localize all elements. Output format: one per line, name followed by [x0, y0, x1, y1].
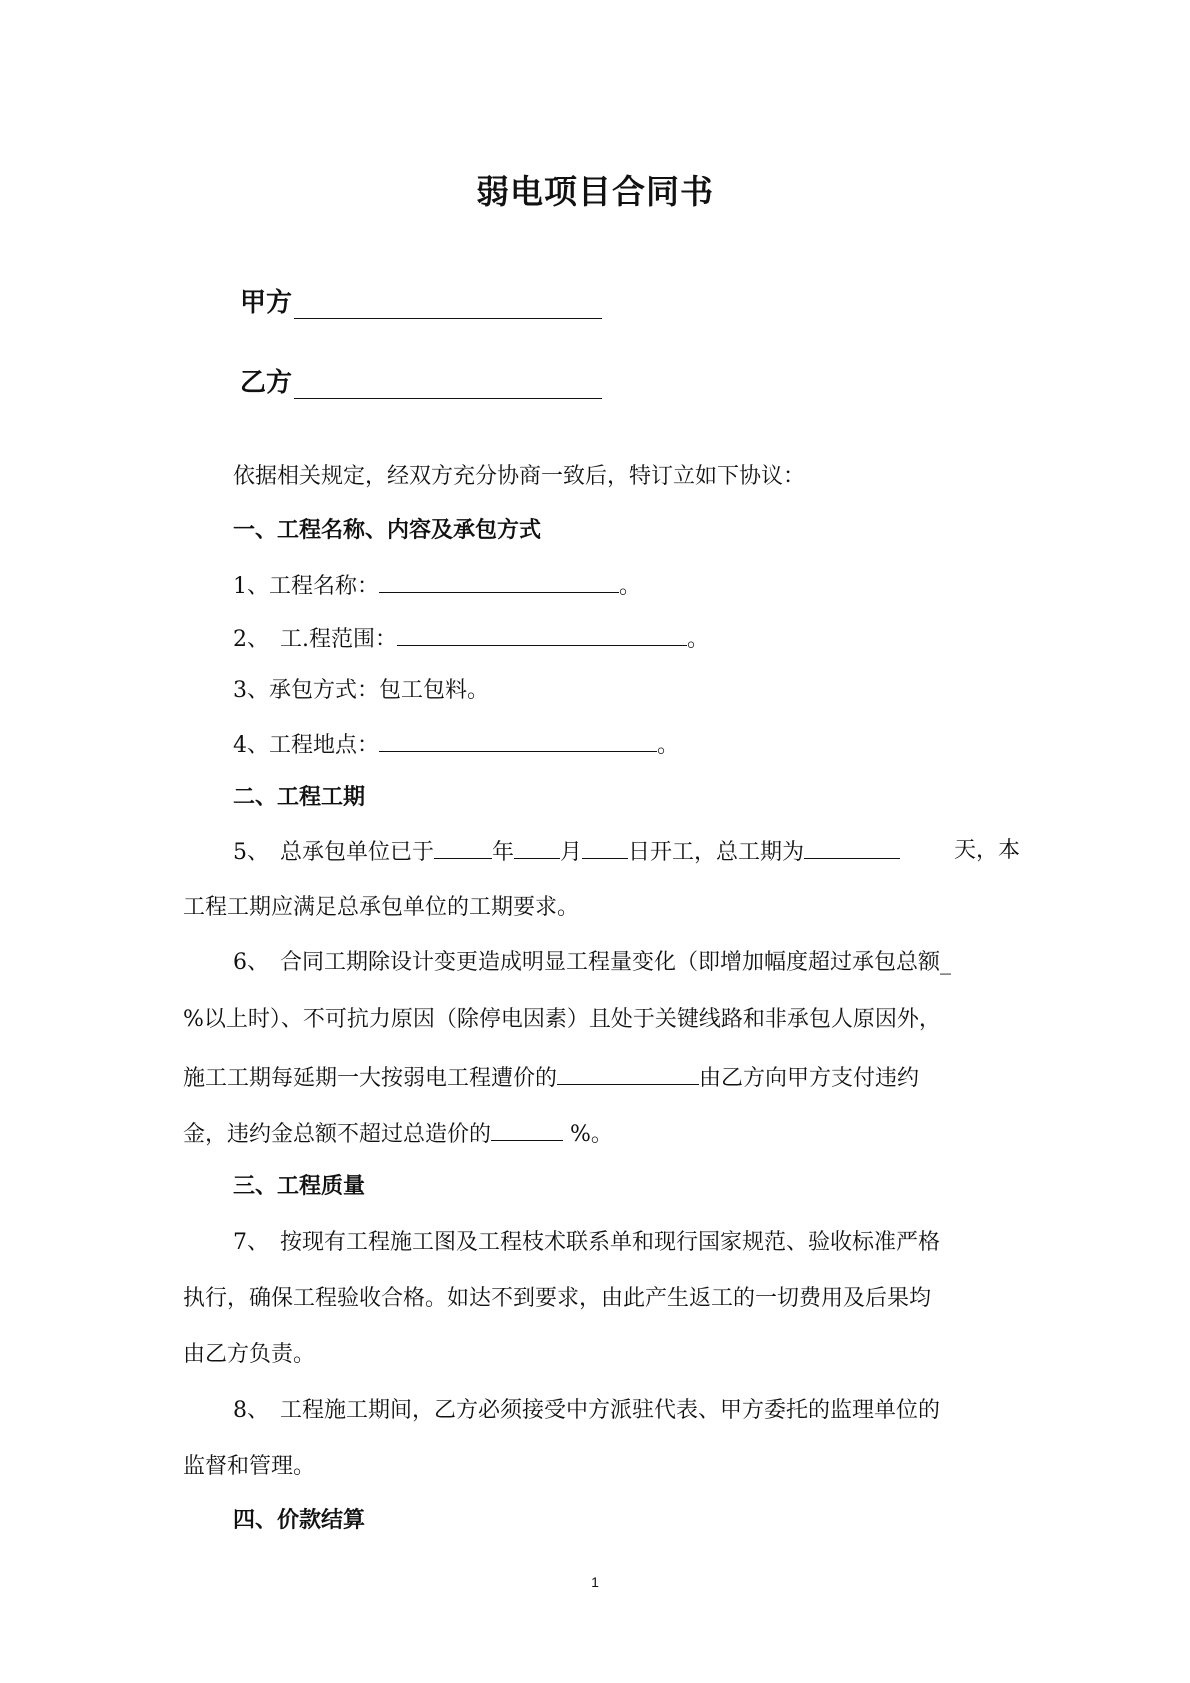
item-6-line-3-text-b: 由乙方向甲方支付违约	[699, 1066, 920, 1091]
item-5-text-d: 日开工，总工期为	[628, 840, 805, 865]
item-5-text-c: 月	[560, 840, 583, 865]
item-2-end: 。	[687, 627, 710, 652]
item-6-line-3	[183, 1062, 1020, 1094]
item-3-row: 3、承包方式：包工包料。	[233, 678, 489, 703]
item-1-row	[233, 570, 1020, 602]
item-5-text-a: 5、 总承包单位已于	[233, 840, 434, 865]
item-6-price-blank	[557, 1062, 699, 1085]
item-1-label: 1、工程名称：	[233, 574, 379, 599]
item-2-row	[233, 623, 1020, 655]
item-5-day-blank	[582, 836, 628, 859]
intro-paragraph: 依据相关规定，经双方充分协商一致后，特订立如下协议：	[233, 464, 806, 489]
item-5-line-2: 工程工期应满足总承包单位的工期要求。	[183, 895, 580, 920]
section-2-heading: 二、工程工期	[233, 785, 366, 810]
item-4-row	[233, 729, 1020, 761]
page-number: 1	[591, 1574, 599, 1590]
item-6-line-4-text-a: 金，违约金总额不超过总造价的	[183, 1122, 492, 1147]
item-5-days-blank	[804, 836, 900, 859]
party-a-row	[240, 282, 602, 319]
item-6-line-4	[183, 1118, 1020, 1150]
item-4-blank	[379, 729, 657, 752]
item-6-line-1: 6、 合同工期除设计变更造成明显工程量变化（即增加幅度超过承包总额_	[233, 950, 951, 975]
item-2-blank	[397, 623, 687, 646]
item-5-month-blank	[514, 836, 560, 859]
item-1-blank	[379, 570, 619, 593]
item-6-percent-blank	[491, 1118, 563, 1141]
item-5-year-blank	[434, 836, 492, 859]
item-8-line-1: 8、 工程施工期间，乙方必须接受中方派驻代表、甲方委托的监理单位的	[233, 1398, 940, 1423]
item-5-line-1	[233, 836, 1020, 868]
item-1-end: 。	[619, 574, 642, 599]
item-2-label: 2、 工.程范围：	[233, 627, 397, 652]
item-7-line-2: 执行，确保工程验收合格。如达不到要求，由此产生返工的一切费用及后果均	[183, 1286, 932, 1311]
section-3-heading: 三、工程质量	[233, 1174, 366, 1199]
section-1-heading: 一、工程名称、内容及承包方式	[233, 518, 542, 543]
document-title: 弱电项目合同书	[476, 172, 714, 211]
item-5-text-e: 天，本	[953, 838, 1020, 863]
party-b-blank	[294, 370, 602, 399]
item-6-line-4-text-b: %。	[563, 1122, 613, 1147]
party-a-blank	[294, 290, 602, 319]
party-b-label: 乙方	[240, 368, 293, 398]
party-b-row	[240, 362, 602, 399]
item-8-line-2: 监督和管理。	[183, 1454, 316, 1479]
item-6-line-3-text-a: 施工工期每延期一大按弱电工程遭价的	[183, 1066, 558, 1091]
item-4-label: 4、工程地点：	[233, 733, 379, 758]
item-4-end: 。	[657, 733, 680, 758]
item-6-line-2: %以上时）、不可抗力原因（除停电因素）且处于关键线路和非承包人原因外，	[183, 1007, 941, 1032]
item-7-line-1: 7、 按现有工程施工图及工程枝术联系单和现行国家规范、验收标准严格	[233, 1230, 940, 1255]
party-a-label: 甲方	[240, 288, 293, 318]
item-5-text-b: 年	[492, 840, 515, 865]
section-4-heading: 四、价款结算	[233, 1508, 366, 1533]
item-7-line-3: 由乙方负责。	[183, 1342, 316, 1367]
